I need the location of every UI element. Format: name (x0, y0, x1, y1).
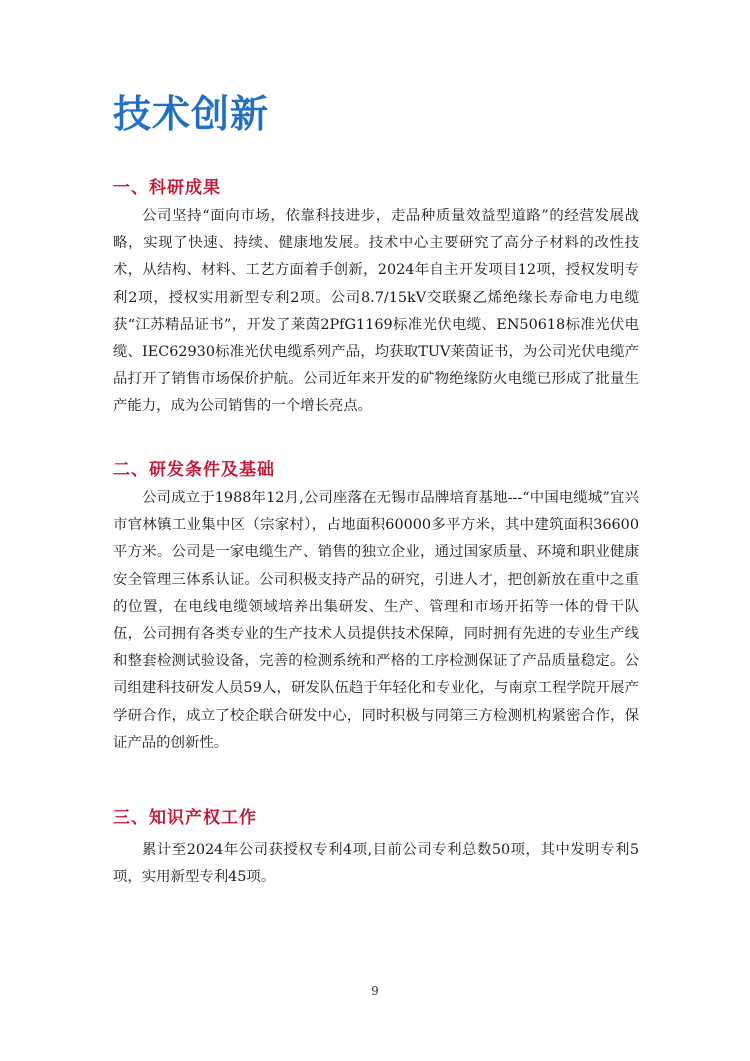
page-title: 技术创新 (113, 92, 270, 136)
section-heading-rd-conditions: 二、研发条件及基础 (113, 460, 275, 480)
section-body-research-results: 公司坚持“面向市场，依靠科技进步，走品种质量效益型道路”的经营发展战略，实现了快速、持续、健康地发展。技术中心主要研究了高分子材料的改性技术，从结构、材料、工艺方面着手创新，2024年自主开发项目12项，授权发明专利2项，授权实用新型专利2项。公司8.7/15kV交联聚乙烯绝缘长寿命电力电缆获“江苏精品证书”，开发了莱茵2PfG1169标准光伏电缆、EN50618标准光伏电缆、IEC62930标准光伏电缆系列产品，均获取TUV莱茵证书，为公司光伏电缆产品打开了销售市场保价护航。公司近年来开发的矿物绝缘防火电缆已形成了批量生产能力，成为公司销售的一个增长亮点。 (113, 208, 639, 415)
section-body-rd-conditions: 公司成立于1988年12月,公司座落在无锡市品牌培育基地---“中国电缆城”宜兴市官林镇工业集中区（宗家村），占地面积60000多平方米，其中建筑面积36600平方米。公司是一家电缆生产、销售的独立企业，通过国家质量、环境和职业健康安全管理三体系认证。公司积极支持产品的研究，引进人才，把创新放在重中之重的位置，在电线电缆领域培养出集研发、生产、管理和市场开拓等一体的骨干队伍，公司拥有各类专业的生产技术人员提供技术保障，同时拥有先进的专业生产线和整套检测试验设备，完善的检测系统和严格的工序检测保证了产品质量稳定。公司组建科技研发人员59人，研发队伍趋于年轻化和专业化，与南京工程学院开展产学研合作，成立了校企联合研发中心，同时积极与同第三方检测机构紧密合作，保证产品的创新性。 (113, 490, 639, 751)
section-body-ip-work: 累计至2024年公司获授权专利4项,目前公司专利总数50项，其中发明专利5项，实用新型专利45项。 (113, 842, 639, 886)
page-number: 9 (371, 984, 379, 998)
section-heading-research-results: 一、科研成果 (113, 178, 221, 198)
section-heading-ip-work: 三、知识产权工作 (113, 808, 257, 828)
